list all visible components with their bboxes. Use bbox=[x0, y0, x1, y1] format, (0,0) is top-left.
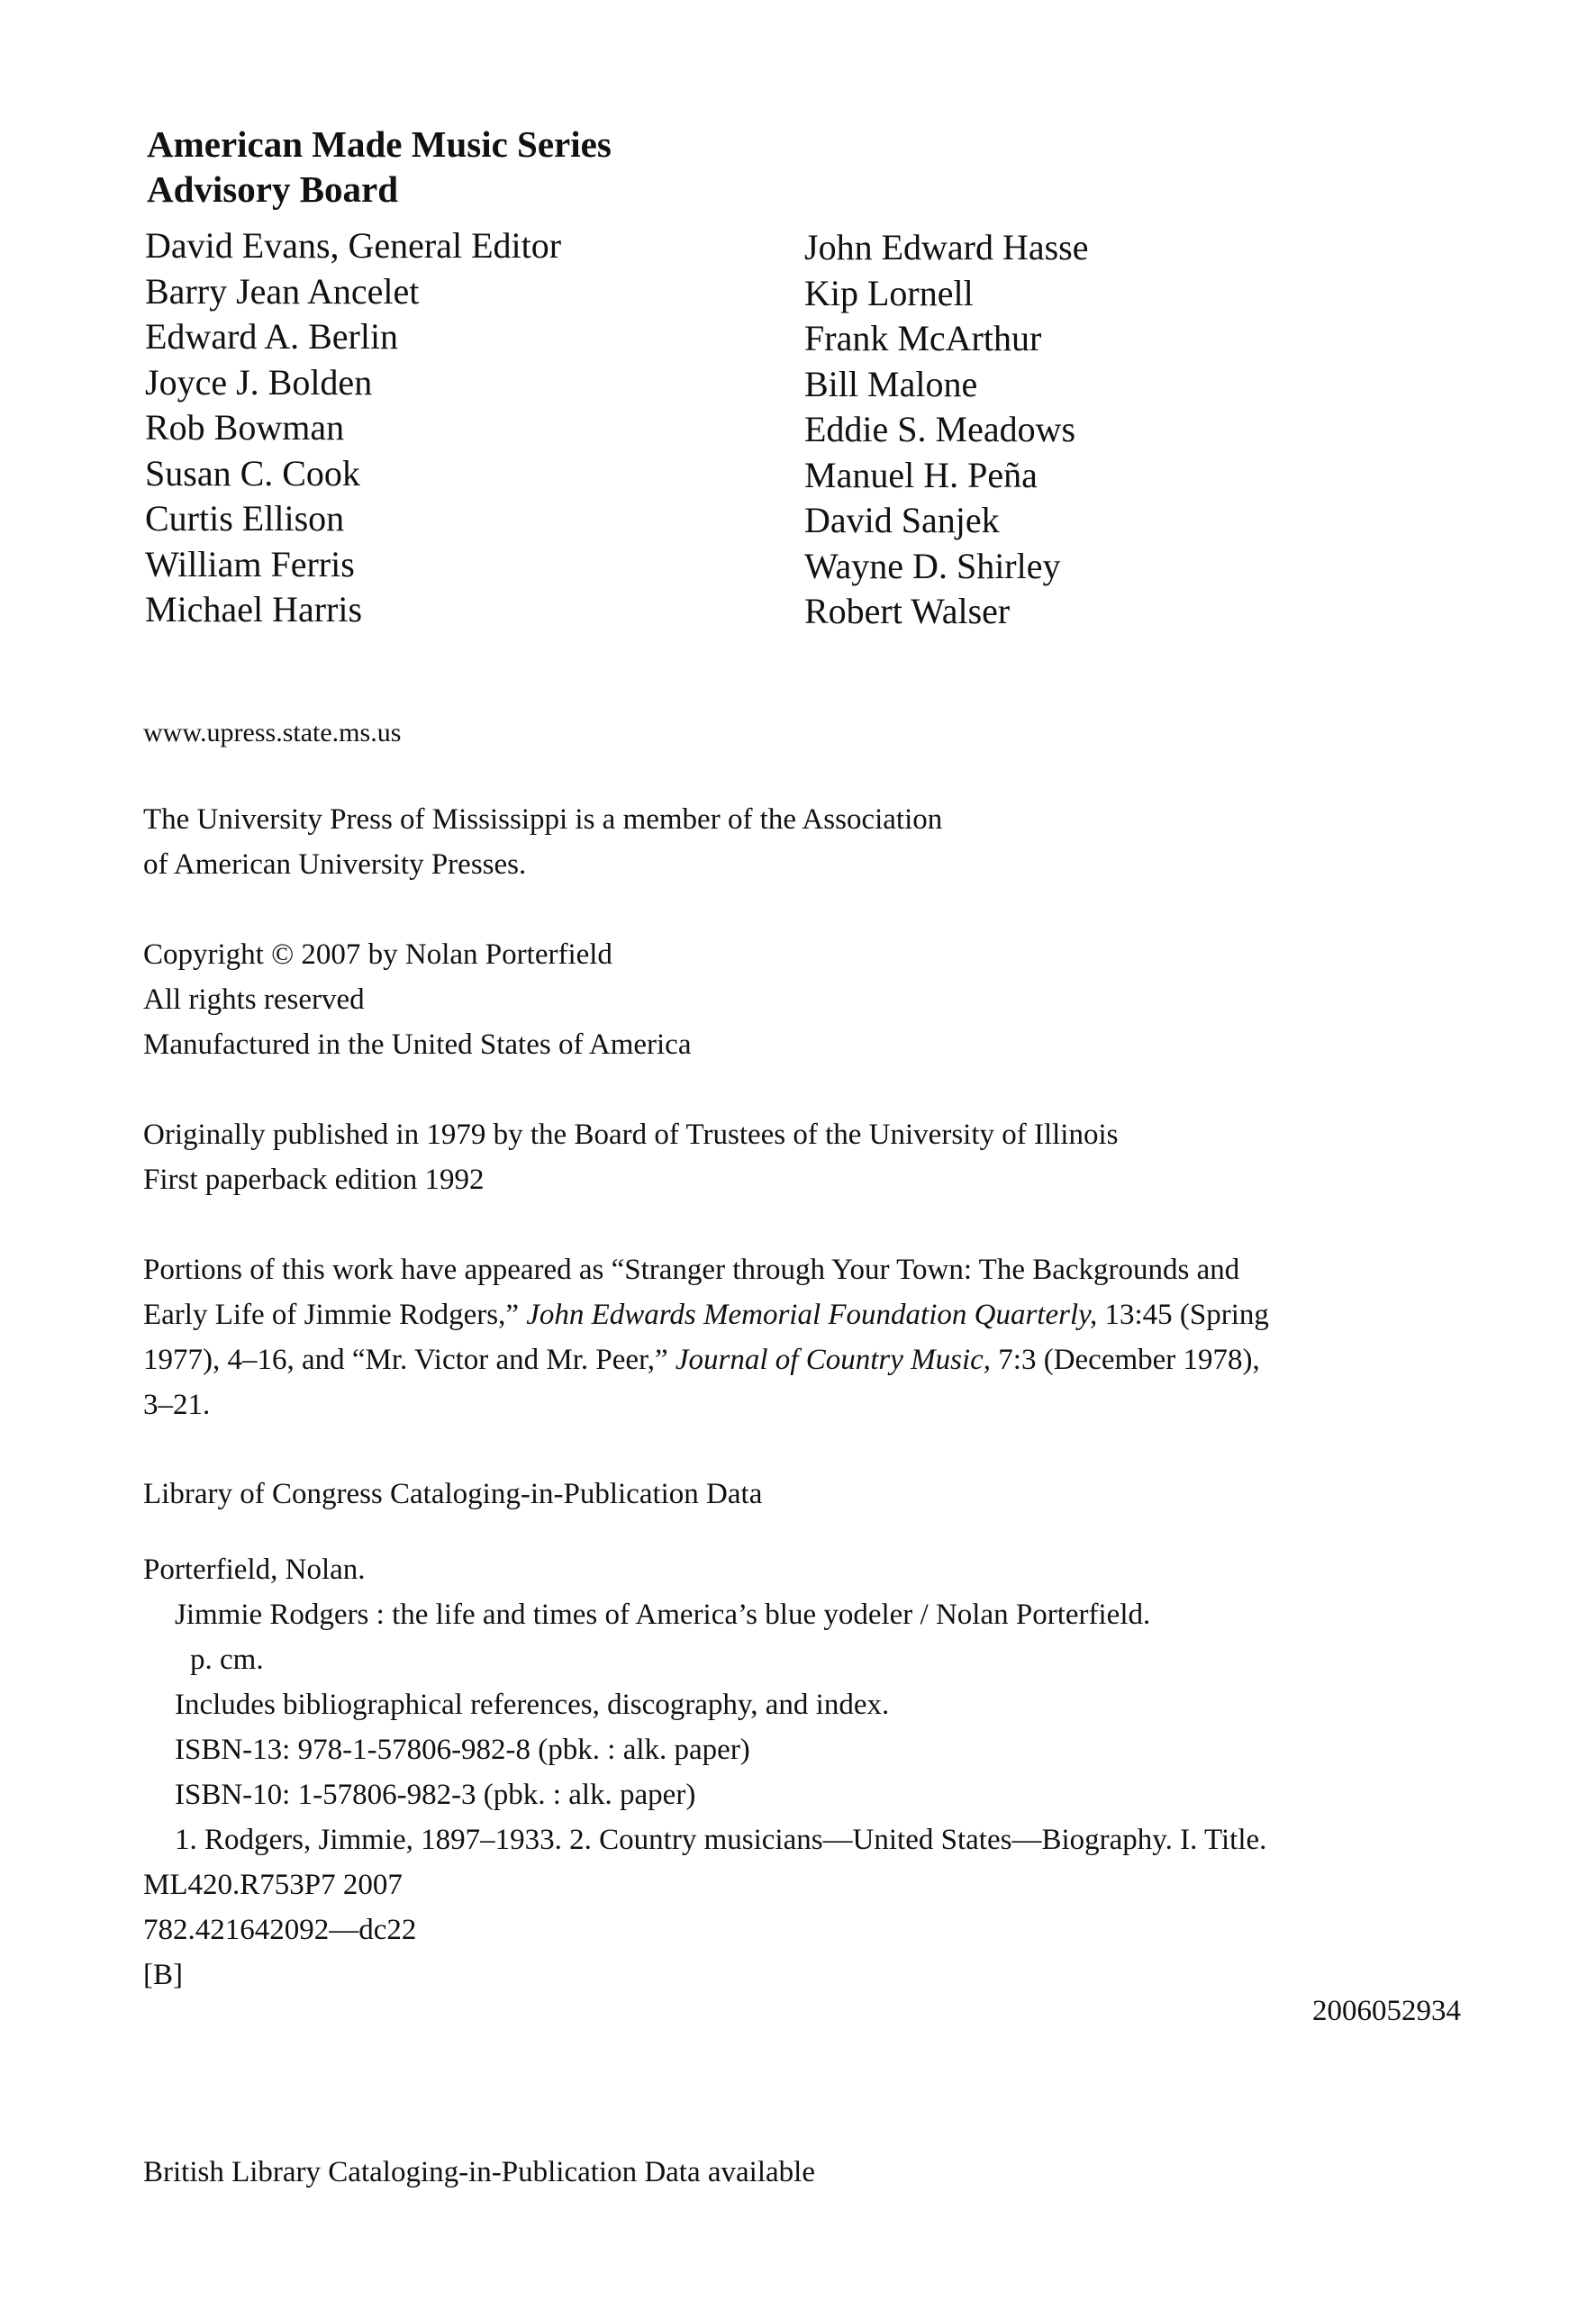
board-member: Curtis Ellison bbox=[145, 498, 345, 539]
cip-classification bbox=[143, 1862, 416, 1997]
board-member: Kip Lornell bbox=[804, 272, 974, 313]
publisher-website: www.upress.state.ms.us bbox=[143, 718, 402, 747]
cip-heading: Library of Congress Cataloging-in-Publication Data bbox=[143, 1478, 763, 1510]
publication-history: Originally published in 1979 by the Board of Trustees of the University of Illinois First paperback edition 1992 bbox=[143, 1119, 1119, 1196]
board-member: Michael Harris bbox=[145, 589, 363, 630]
cip-subjects: 1. Rodgers, Jimmie, 1897–1933. 2. Country musicians—United States—Biography. I. Title. bbox=[175, 1824, 1267, 1856]
board-member: Bill Malone bbox=[804, 363, 978, 404]
board-member: Manuel H. Peña bbox=[804, 454, 1038, 495]
lc-class-number: ML420.R753P7 2007 bbox=[143, 1869, 403, 1901]
board-member: Rob Bowman bbox=[145, 407, 345, 448]
board-member: Edward A. Berlin bbox=[145, 316, 399, 357]
board-member: David Sanjek bbox=[804, 500, 1000, 540]
cip-author: Porterfield, Nolan. bbox=[143, 1554, 366, 1586]
board-left-column bbox=[145, 223, 561, 633]
cip-title: Jimmie Rodgers : the life and times of America’s blue yodeler / Nolan Porterfield. bbox=[175, 1599, 1151, 1631]
board-member: David Evans, General Editor bbox=[145, 225, 562, 266]
board-member: Eddie S. Meadows bbox=[804, 409, 1076, 449]
british-library-note: British Library Cataloging-in-Publication Data available bbox=[143, 2156, 815, 2188]
board-member: Barry Jean Ancelet bbox=[145, 270, 420, 312]
copyright-notice: Copyright © 2007 by Nolan Porterfield All rights reserved Manufactured in the United States of America bbox=[143, 938, 692, 1061]
board-member: John Edward Hasse bbox=[804, 227, 1089, 267]
membership-statement: The University Press of Mississippi is a member of the Association of American University Presses. bbox=[143, 803, 943, 881]
board-member: Wayne D. Shirley bbox=[804, 545, 1061, 586]
board-right-column bbox=[804, 225, 1089, 635]
prior-publication-note: Portions of this work have appeared as “Stranger through Your Town: The Backgrounds and Early Life of Jimmie Rodgers,” John Edwards Memorial Foundation Quarterly, 13:45 (Spring 1977), 4–16, and “Mr. Victor and Mr. Peer,” Journal of Country Music, 7:3 (December 1978), 3–21. bbox=[143, 1254, 1269, 1421]
cip-record bbox=[143, 1547, 1266, 1862]
cip-code: [B] bbox=[143, 1959, 183, 1991]
lccn: 2006052934 bbox=[1312, 1995, 1461, 2027]
board-title: Advisory Board bbox=[147, 168, 399, 210]
dewey-number: 782.421642092—dc22 bbox=[143, 1914, 417, 1946]
board-member: Robert Walser bbox=[804, 591, 1011, 631]
series-title: American Made Music Series bbox=[147, 123, 612, 165]
board-member: William Ferris bbox=[145, 543, 355, 584]
board-member: Joyce J. Bolden bbox=[145, 361, 373, 403]
cip-pagination: p. cm. bbox=[190, 1644, 264, 1676]
cip-isbn10: ISBN-10: 1-57806-982-3 (pbk. : alk. paper) bbox=[175, 1779, 696, 1811]
cip-includes: Includes bibliographical references, discography, and index. bbox=[175, 1689, 890, 1721]
board-member: Frank McArthur bbox=[804, 318, 1042, 358]
board-member: Susan C. Cook bbox=[145, 452, 360, 494]
cip-isbn13: ISBN-13: 978-1-57806-982-8 (pbk. : alk. paper) bbox=[175, 1734, 750, 1766]
